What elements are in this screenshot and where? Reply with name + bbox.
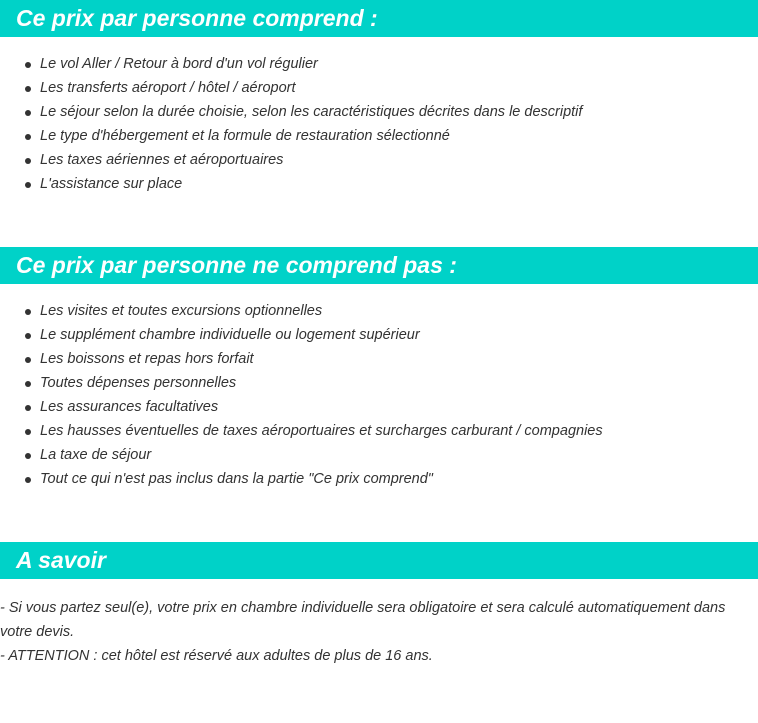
bullet-icon	[25, 110, 31, 116]
list-item	[0, 124, 582, 148]
included-section-header	[0, 0, 758, 37]
bullet-icon	[25, 381, 31, 387]
list-item-text: Les transferts aéroport / hôtel / aéroport	[40, 80, 296, 96]
list-item	[0, 467, 603, 491]
bullet-icon	[25, 182, 31, 188]
list-item	[0, 76, 582, 100]
not-included-section-title: Ce prix par personne ne comprend pas :	[16, 252, 457, 278]
bullet-icon	[25, 453, 31, 459]
list-item	[0, 172, 582, 196]
list-item-text: Le type d'hébergement et la formule de restauration sélectionné	[40, 128, 450, 144]
note-single-traveler: - Si vous partez seul(e), votre prix en chambre individuelle sera obligatoire et sera calculé automatiquement dans votre devis.	[0, 600, 726, 640]
list-item-text: Toutes dépenses personnelles	[40, 375, 237, 391]
list-item	[0, 395, 603, 419]
list-item	[0, 419, 603, 443]
list-item	[0, 371, 603, 395]
bullet-icon	[25, 309, 31, 315]
bullet-icon	[25, 333, 31, 339]
bullet-icon	[25, 86, 31, 92]
list-item-text: Le supplément chambre individuelle ou logement supérieur	[40, 327, 420, 343]
not-included-section-header	[0, 247, 758, 284]
a-savoir-section-title: A savoir	[16, 547, 106, 573]
list-item-text: Le séjour selon la durée choisie, selon les caractéristiques décrites dans le descriptif	[40, 104, 583, 120]
note-adults-only: - ATTENTION : cet hôtel est réservé aux adultes de plus de 16 ans.	[0, 648, 433, 664]
list-item-text: Les assurances facultatives	[40, 399, 219, 415]
list-item	[0, 148, 582, 172]
list-item	[0, 52, 582, 76]
list-item-text: L'assistance sur place	[40, 176, 183, 192]
bullet-icon	[25, 405, 31, 411]
list-item-text: Les visites et toutes excursions optionnelles	[40, 303, 323, 319]
bullet-icon	[25, 62, 31, 68]
list-item-text: Les hausses éventuelles de taxes aéroportuaires et surcharges carburant / compagnies	[40, 423, 603, 439]
list-item	[0, 323, 603, 347]
list-item-text: Les boissons et repas hors forfait	[40, 351, 254, 367]
bullet-icon	[25, 134, 31, 140]
list-item-text: La taxe de séjour	[40, 447, 152, 463]
list-item-text: Le vol Aller / Retour à bord d'un vol régulier	[40, 56, 318, 72]
list-item	[0, 443, 603, 467]
a-savoir-notes	[0, 596, 758, 668]
list-item	[0, 347, 603, 371]
not-included-list	[0, 299, 603, 491]
list-item	[0, 299, 603, 323]
bullet-icon	[25, 357, 31, 363]
included-list	[0, 52, 582, 196]
bullet-icon	[25, 429, 31, 435]
included-section-title: Ce prix par personne comprend :	[16, 5, 378, 31]
list-item	[0, 100, 582, 124]
list-item-text: Tout ce qui n'est pas inclus dans la partie "Ce prix comprend"	[40, 471, 433, 487]
bullet-icon	[25, 477, 31, 483]
list-item-text: Les taxes aériennes et aéroportuaires	[40, 152, 284, 168]
a-savoir-section-header	[0, 542, 758, 579]
bullet-icon	[25, 158, 31, 164]
